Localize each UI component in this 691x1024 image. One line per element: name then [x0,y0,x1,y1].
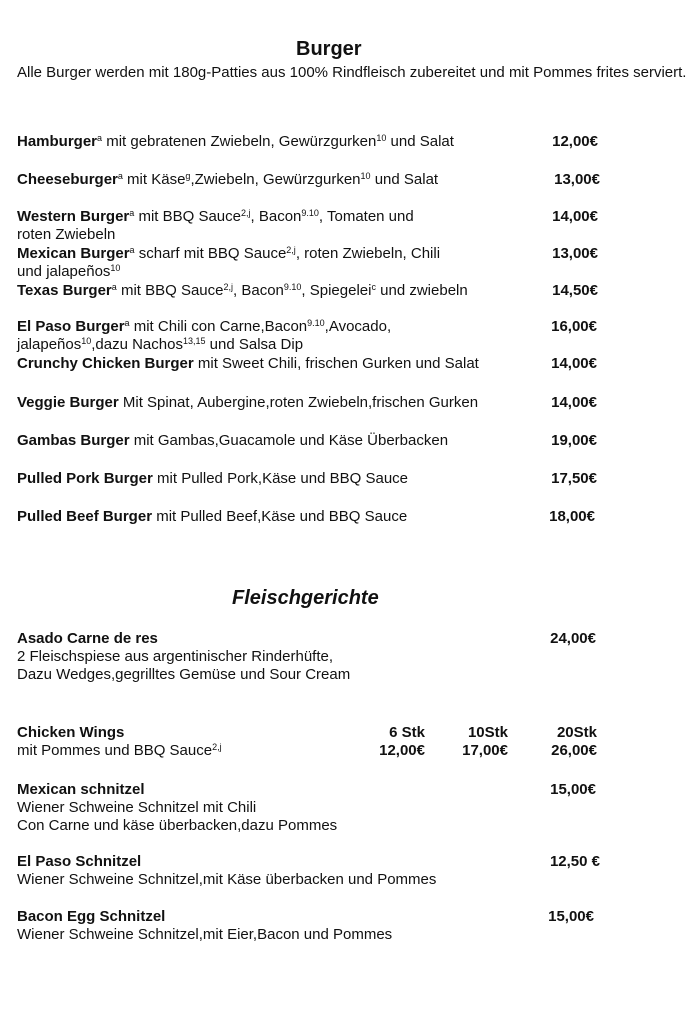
wings-size-price: 17,00€ [462,742,508,759]
item-description: roten Zwiebeln [17,226,116,243]
item-description: , roten Zwiebeln, Chili [295,245,441,262]
item-name: Mexican schnitzel [17,781,145,798]
item-description: 2 Fleischspiese aus argentinischer Rinderhüfte, [17,648,334,665]
wings-size-price: 26,00€ [551,742,597,759]
item-description: scharf mit BBQ Sauce [134,245,287,262]
item-line [17,853,607,871]
item-name: Bacon Egg Schnitzel [17,908,166,925]
wings-size-label: 10Stk [467,724,508,741]
item-description: , Bacon [233,282,284,299]
item-description: Wiener Schweine Schnitzel,mit Käse überbacken und Pommes [17,871,437,888]
menu-item [17,282,607,300]
menu-item [17,318,607,354]
item-price: 16,00€ [551,318,597,335]
item-description: mit Chili con Carne,Bacon [129,318,308,335]
allergen-note: a [129,245,135,255]
item-price: 12,50 € [549,853,600,870]
wings-size-label: 20Stk [556,724,597,741]
allergen-note: 9.10 [301,208,319,218]
menu-item [17,171,607,189]
item-description: mit Pommes und BBQ Sauce [17,742,213,759]
menu-item [17,853,607,889]
menu-item [17,245,607,281]
allergen-note: 10 [360,171,371,181]
item-line [17,908,607,926]
item-line [17,817,607,835]
wings-size-label: 6 Stk [389,724,425,741]
menu-item [17,470,607,488]
item-description: Wiener Schweine Schnitzel,mit Eier,Bacon und Pommes [17,926,393,943]
item-price: 14,00€ [551,394,597,411]
item-name: Crunchy Chicken Burger [17,355,194,372]
item-line [17,226,607,244]
item-line [17,133,607,151]
item-line [17,724,607,742]
item-price: 18,00€ [549,508,595,525]
menu-item [17,908,607,944]
allergen-note: a [97,133,103,143]
item-name: Asado Carne de res [17,630,158,647]
item-price: 14,00€ [552,208,598,225]
item-line [17,263,607,281]
burger-heading: Burger [296,38,362,60]
item-description: Dazu Wedges,gegrilltes Gemüse und Sour Cream [17,666,351,683]
wings-size-price: 12,00€ [379,742,425,759]
allergen-note: 2,j [241,208,251,218]
allergen-note: 13,15 [182,336,206,346]
item-line [17,208,607,226]
item-name: Gambas Burger [17,432,130,449]
allergen-note: 10 [110,263,121,273]
item-description: mit BBQ Sauce [134,208,241,225]
item-description: , Spiegelei [301,282,372,299]
item-name: Pulled Pork Burger [17,470,153,487]
allergen-note: a [117,171,123,181]
menu-item [17,133,607,151]
item-description: und zwiebeln [375,282,468,299]
allergen-note: g [185,171,191,181]
item-line [17,648,607,666]
item-price: 14,50€ [552,282,598,299]
item-description: , Bacon [250,208,302,225]
item-name: Hamburger [17,133,98,150]
menu-item [17,432,607,450]
allergen-note: 9.10 [283,282,302,292]
item-description: und jalapeños [17,263,111,280]
item-price: 14,00€ [551,355,597,372]
item-description: mit Gambas,Guacamole und Käse Überbacken [129,432,449,449]
menu-item [17,630,607,684]
allergen-note: c [371,282,376,292]
fleisch-heading: Fleischgerichte [232,587,379,609]
item-line [17,432,607,450]
item-line [17,245,607,263]
item-price: 13,00€ [554,171,600,188]
item-name: El Paso Burger [17,318,125,335]
allergen-note: 2,j [223,282,234,292]
item-line [17,355,607,373]
item-description: Mit Spinat, Aubergine,roten Zwiebeln,frischen Gurken [118,394,479,411]
item-price: 15,00€ [550,781,596,798]
item-line [17,742,607,760]
item-description: mit Pulled Pork,Käse und BBQ Sauce [152,470,409,487]
item-name: Veggie Burger [17,394,119,411]
item-line [17,630,607,648]
allergen-note: 2,j [286,245,296,255]
item-line [17,799,607,817]
menu-item [17,355,607,373]
allergen-note: 2,j [212,742,222,752]
item-name: Texas Burger [17,282,112,299]
item-line [17,508,607,526]
item-name: Mexican Burger [17,245,130,262]
item-description: ,dazu Nachos [91,336,183,353]
item-price: 17,50€ [551,470,597,487]
item-name: Western Burger [17,208,130,225]
burger-intro: Alle Burger werden mit 180g-Patties aus 100% Rindfleisch zubereitet und mit Pommes frites serviert. [17,64,687,81]
item-price: 15,00€ [548,908,594,925]
item-description: ,Avocado, [324,318,392,335]
allergen-note: 9.10 [307,318,325,328]
item-line [17,318,607,336]
item-description: mit BBQ Sauce [116,282,224,299]
item-line [17,282,607,300]
item-price: 13,00€ [552,245,598,262]
item-line [17,470,607,488]
item-name: Cheeseburger [17,171,118,188]
item-description: mit Pulled Beef,Käse und BBQ Sauce [152,508,408,525]
allergen-note: 10 [81,336,92,346]
item-line [17,926,607,944]
item-description: Wiener Schweine Schnitzel mit Chili [17,799,257,816]
menu-item [17,208,607,244]
item-description: mit Sweet Chili, frischen Gurken und Salat [193,355,479,372]
item-line [17,666,607,684]
item-description: mit gebratenen Zwiebeln, Gewürzgurken [102,133,377,150]
item-description: Con Carne und käse überbacken,dazu Pommes [17,817,338,834]
item-description: ,Zwiebeln, Gewürzgurken [190,171,361,188]
menu-item [17,781,607,835]
item-description: und Salat [386,133,454,150]
item-price: 24,00€ [550,630,596,647]
item-name: El Paso Schnitzel [17,853,142,870]
item-description: mit Käse [122,171,186,188]
menu-item [17,394,607,412]
item-description: , Tomaten und [318,208,414,225]
allergen-note: a [111,282,117,292]
item-description: und Salat [370,171,439,188]
item-price: 19,00€ [551,432,597,449]
item-line [17,336,607,354]
item-description: jalapeños [17,336,82,353]
item-name: Pulled Beef Burger [17,508,153,525]
item-line [17,871,607,889]
item-description: und Salsa Dip [205,336,304,353]
menu-item [17,508,607,526]
item-line [17,781,607,799]
allergen-note: a [129,208,135,218]
item-line [17,171,607,189]
item-name: Chicken Wings [17,724,125,741]
allergen-note: 10 [376,133,387,143]
menu-item [17,724,607,760]
item-line [17,394,607,412]
item-price: 12,00€ [552,133,598,150]
allergen-note: a [124,318,130,328]
